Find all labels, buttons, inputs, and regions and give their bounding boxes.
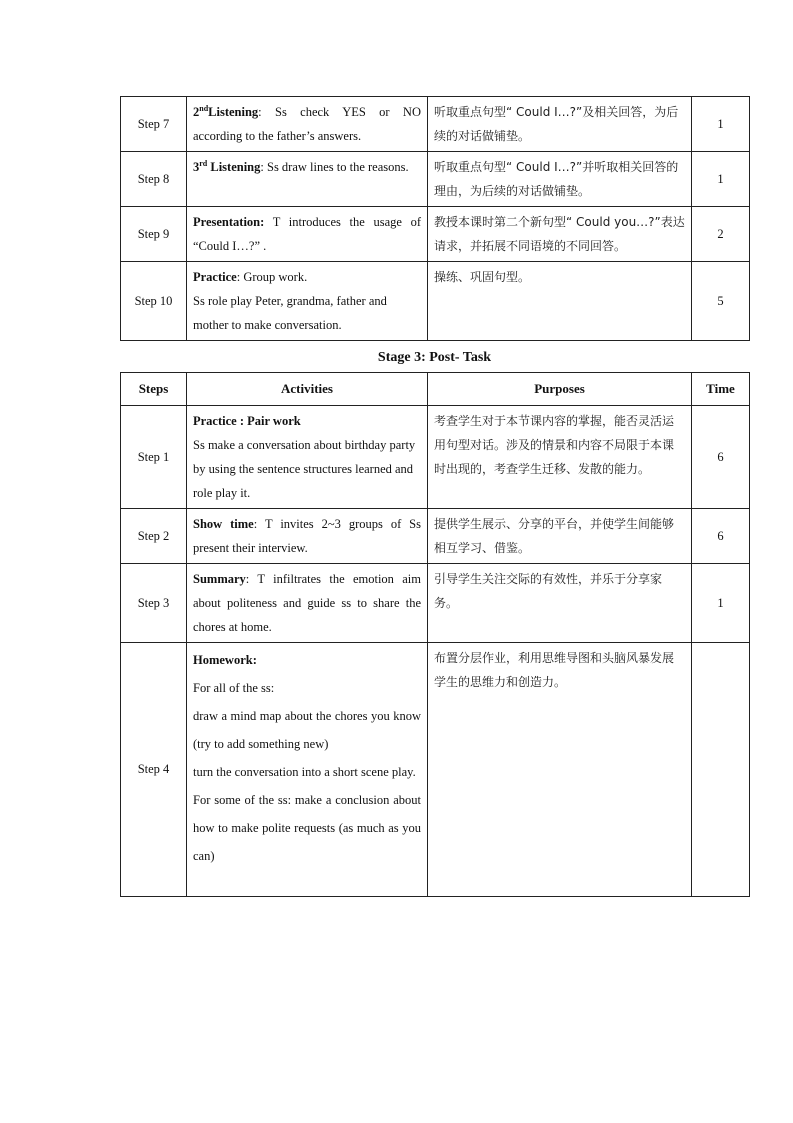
column-header-activities: Activities	[187, 373, 428, 406]
step-cell: Step 2	[121, 509, 187, 564]
time-cell: 1	[692, 564, 750, 643]
column-header-steps: Steps	[121, 373, 187, 406]
purpose-cell: 听取重点句型“ Could I…?”及相关回答，为后续的对话做铺垫。	[428, 97, 692, 152]
activity-cell: 2ndListening: Ss check YES or NO according to the father’s answers.	[187, 97, 428, 152]
stage-title: Stage 3: Post- Task	[377, 350, 492, 365]
time-cell: 2	[692, 207, 750, 262]
table-row	[121, 643, 750, 897]
step-cell: Step 4	[121, 643, 187, 897]
time-cell: 6	[692, 509, 750, 564]
step-cell: Step 8	[121, 152, 187, 207]
table-stage2-continued	[120, 96, 750, 341]
activity-cell: Show time: T invites 2~3 groups of Ss present their interview.	[187, 509, 428, 564]
time-cell: 6	[692, 406, 750, 509]
activity-cell: Homework: For all of the ss: draw a mind map about the chores you know (try to add something new) turn the conversation into a short scene play. For some of the ss: make a conclusion about how to make polite requests (as much as you can)	[187, 643, 428, 897]
purpose-cell: 操练、巩固句型。	[428, 262, 692, 341]
table-stage3	[120, 372, 750, 897]
step-cell: Step 9	[121, 207, 187, 262]
activity-cell: Summary: T infiltrates the emotion aim about politeness and guide ss to share the chores at home.	[187, 564, 428, 643]
time-cell: 1	[692, 152, 750, 207]
step-cell: Step 1	[121, 406, 187, 509]
homework-line: draw a mind map about the chores you know (try to add something new)	[193, 709, 421, 751]
table-header-row	[121, 373, 750, 406]
table-row	[121, 207, 750, 262]
column-header-purposes: Purposes	[428, 373, 692, 406]
homework-line: turn the conversation into a short scene play.	[193, 765, 416, 779]
purpose-cell: 考查学生对于本节课内容的掌握，能否灵活运用句型对话。涉及的情景和内容不局限于本课时出现的，考查学生迁移、发散的能力。	[428, 406, 692, 509]
column-header-time: Time	[692, 373, 750, 406]
activity-cell: 3rd Listening: Ss draw lines to the reasons.	[187, 152, 428, 207]
time-cell	[692, 643, 750, 897]
table-row	[121, 152, 750, 207]
purpose-cell: 布置分层作业，利用思维导图和头脑风暴发展学生的思维力和创造力。	[428, 643, 692, 897]
activity-cell: Presentation: T introduces the usage of “Could I…?” .	[187, 207, 428, 262]
table-row	[121, 406, 750, 509]
purpose-cell: 教授本课时第二个新句型“ Could you…?”表达请求，并拓展不同语境的不同回答。	[428, 207, 692, 262]
purpose-cell: 引导学生关注交际的有效性，并乐于分享家务。	[428, 564, 692, 643]
step-cell: Step 10	[121, 262, 187, 341]
time-cell: 1	[692, 97, 750, 152]
homework-line: For some of the ss: make a conclusion about how to make polite requests (as much as you can)	[193, 793, 421, 863]
step-cell: Step 7	[121, 97, 187, 152]
time-cell: 5	[692, 262, 750, 341]
homework-line: For all of the ss:	[193, 681, 275, 695]
table-row	[121, 509, 750, 564]
activity-cell: Practice : Pair work Ss make a conversation about birthday party by using the sentence structures learned and role play it.	[187, 406, 428, 509]
table-row	[121, 262, 750, 341]
activity-cell: Practice: Group work. Ss role play Peter, grandma, father and mother to make conversation.	[187, 262, 428, 341]
purpose-cell: 提供学生展示、分享的平台，并使学生间能够相互学习、借鉴。	[428, 509, 692, 564]
step-cell: Step 3	[121, 564, 187, 643]
purpose-cell: 听取重点句型“ Could I…?”并听取相关回答的理由，为后续的对话做铺垫。	[428, 152, 692, 207]
table-row	[121, 97, 750, 152]
table-row	[121, 564, 750, 643]
